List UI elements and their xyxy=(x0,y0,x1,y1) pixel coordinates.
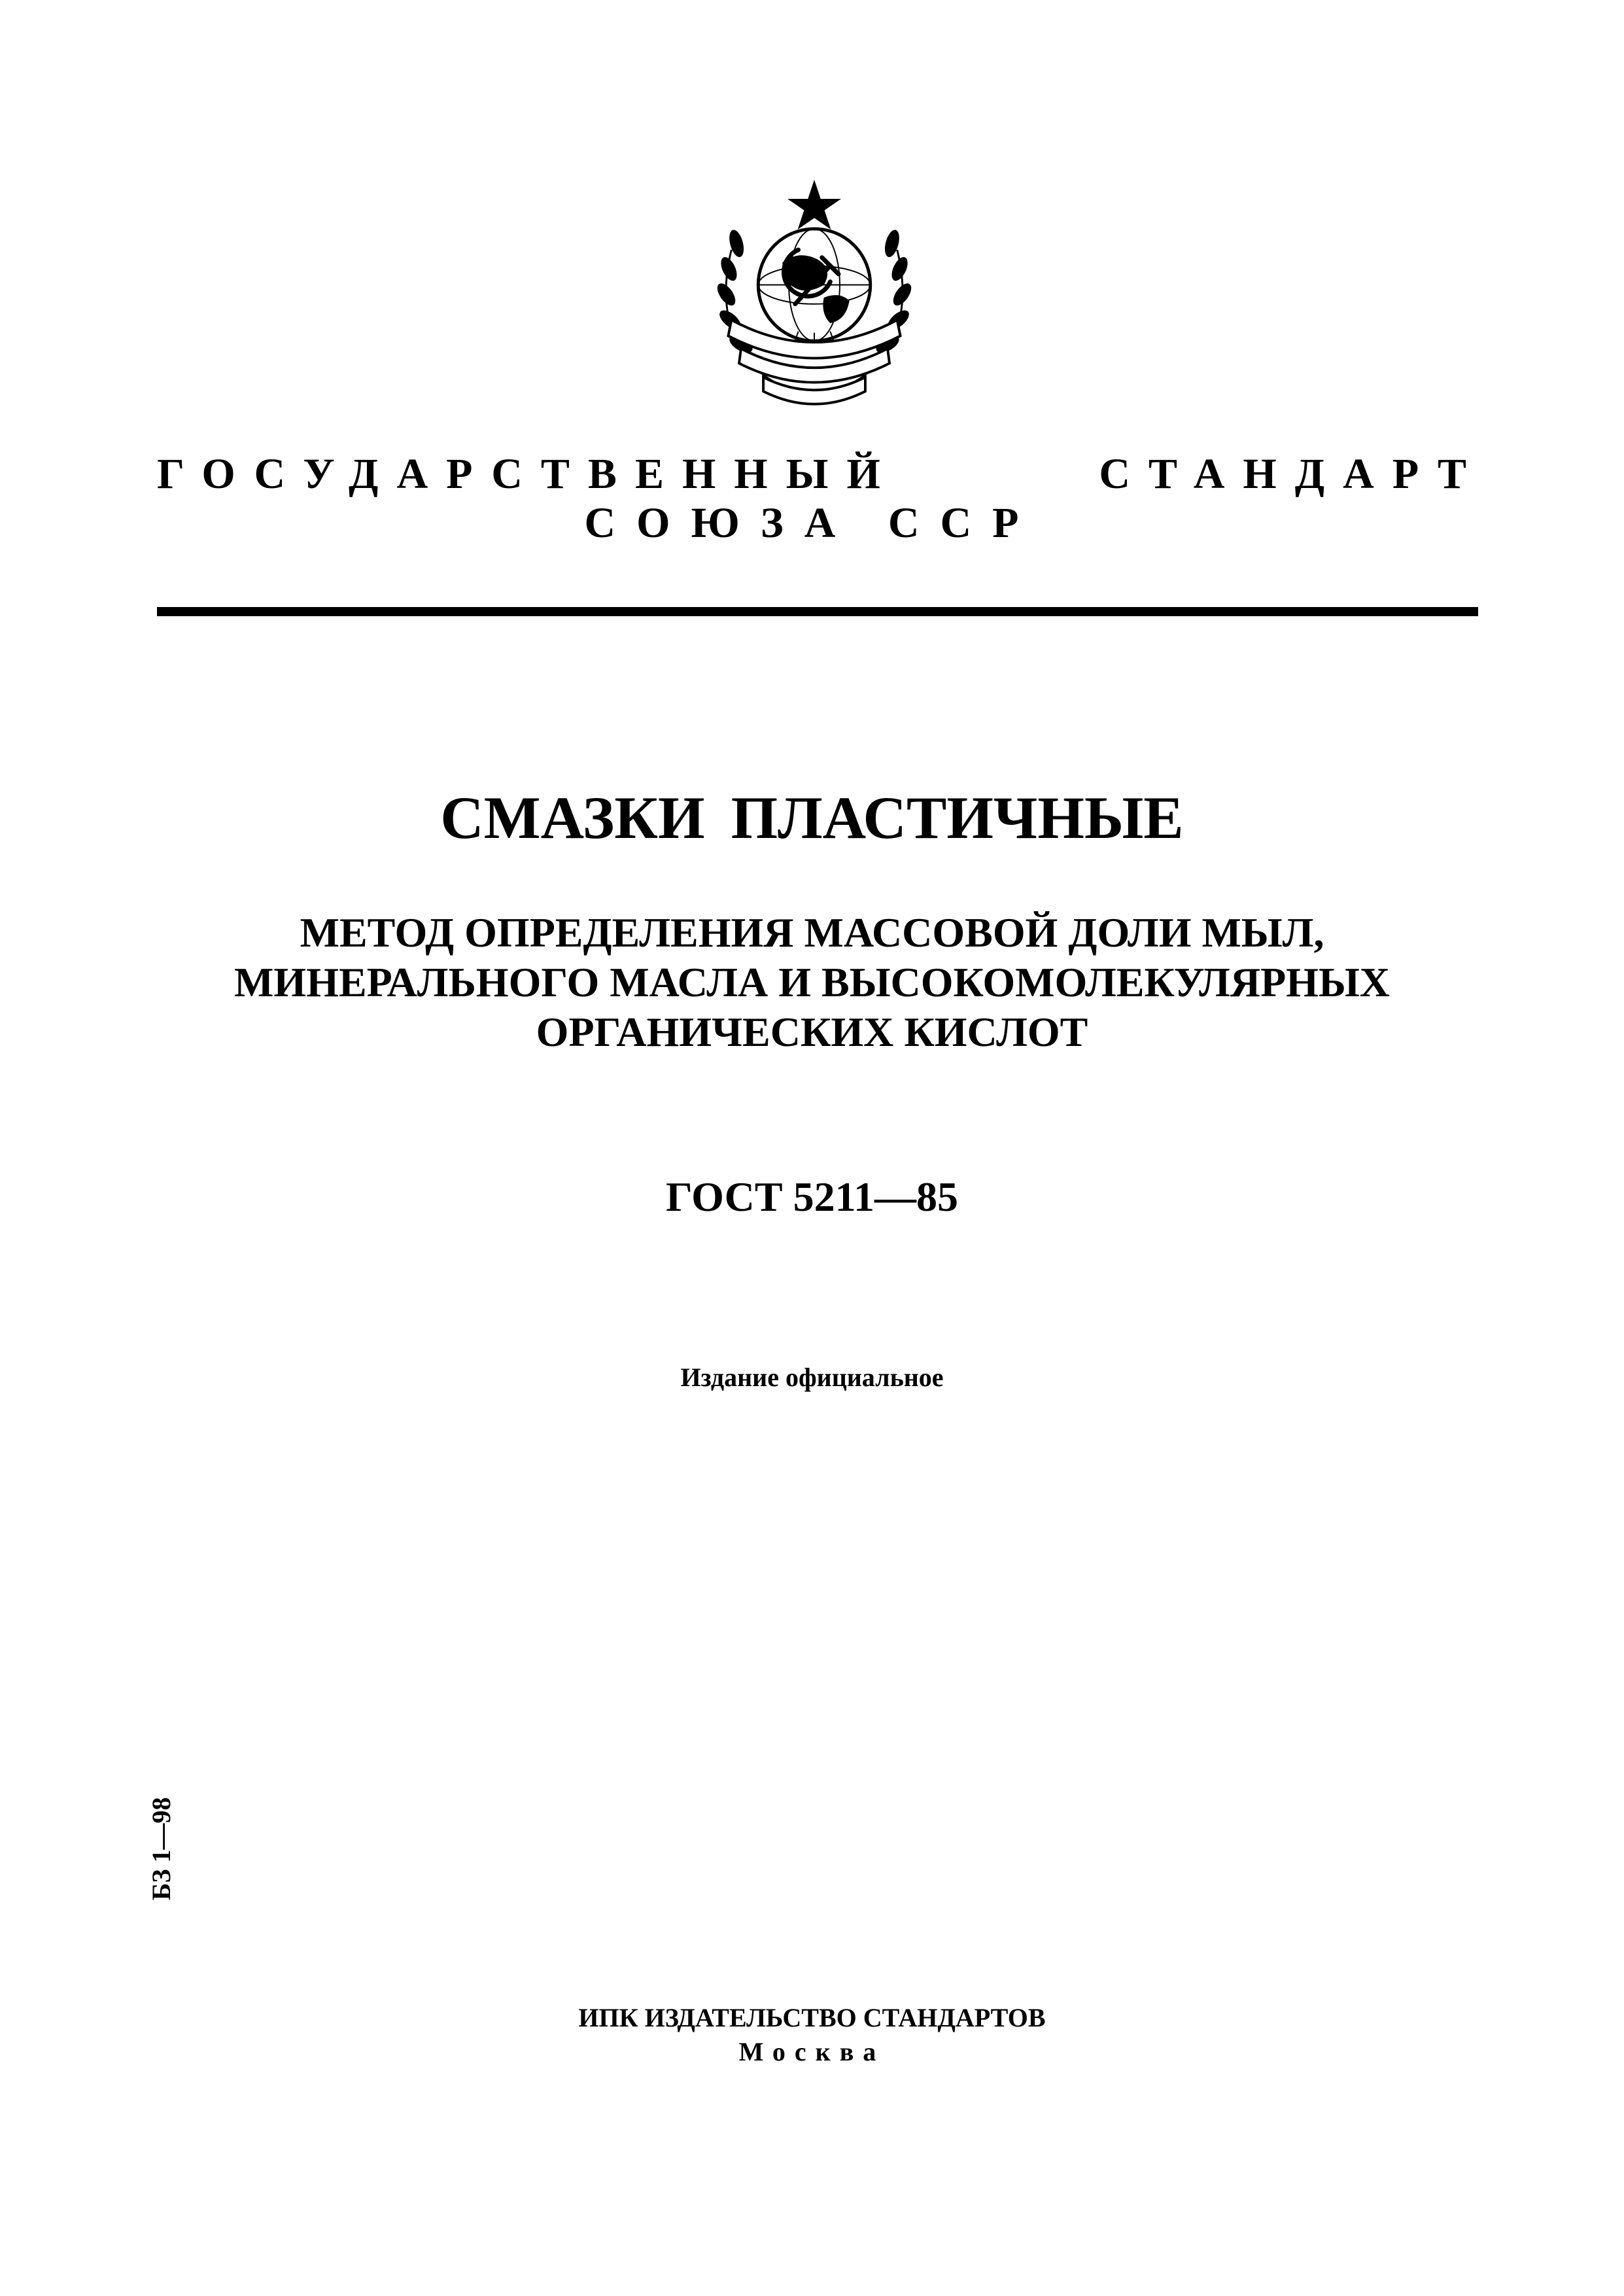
edition-note: Издание официальное xyxy=(680,1363,944,1392)
document-subtitle xyxy=(0,908,1624,1057)
publisher: ИПК ИЗДАТЕЛЬСТВО СТАНДАРТОВ xyxy=(578,2003,1046,2032)
header-state-standard xyxy=(157,448,1485,500)
ussr-coat-of-arms-icon xyxy=(687,173,942,422)
header-divider xyxy=(157,607,1478,616)
publisher-city: Москва xyxy=(738,2037,886,2066)
title-part2: ПЛАСТИЧНЫЕ xyxy=(731,784,1184,851)
document-title xyxy=(0,782,1624,854)
title-part1: СМАЗКИ xyxy=(440,784,705,851)
header-line1-left: ГОСУДАРСТВЕННЫЙ xyxy=(157,450,899,498)
side-mark: БЗ 1—98 xyxy=(147,1797,176,1900)
gost-number: ГОСТ 5211—85 xyxy=(665,1174,959,1220)
header-line1-right: СТАНДАРТ xyxy=(1099,450,1485,498)
subtitle-line: МИНЕРАЛЬНОГО МАСЛА И ВЫСОКОМОЛЕКУЛЯРНЫХ xyxy=(234,959,1390,1005)
header-line2: СОЮЗА ССР xyxy=(584,499,1040,547)
subtitle-line: МЕТОД ОПРЕДЕЛЕНИЯ МАССОВОЙ ДОЛИ МЫЛ, xyxy=(300,909,1324,956)
subtitle-line: ОРГАНИЧЕСКИХ КИСЛОТ xyxy=(536,1009,1088,1055)
